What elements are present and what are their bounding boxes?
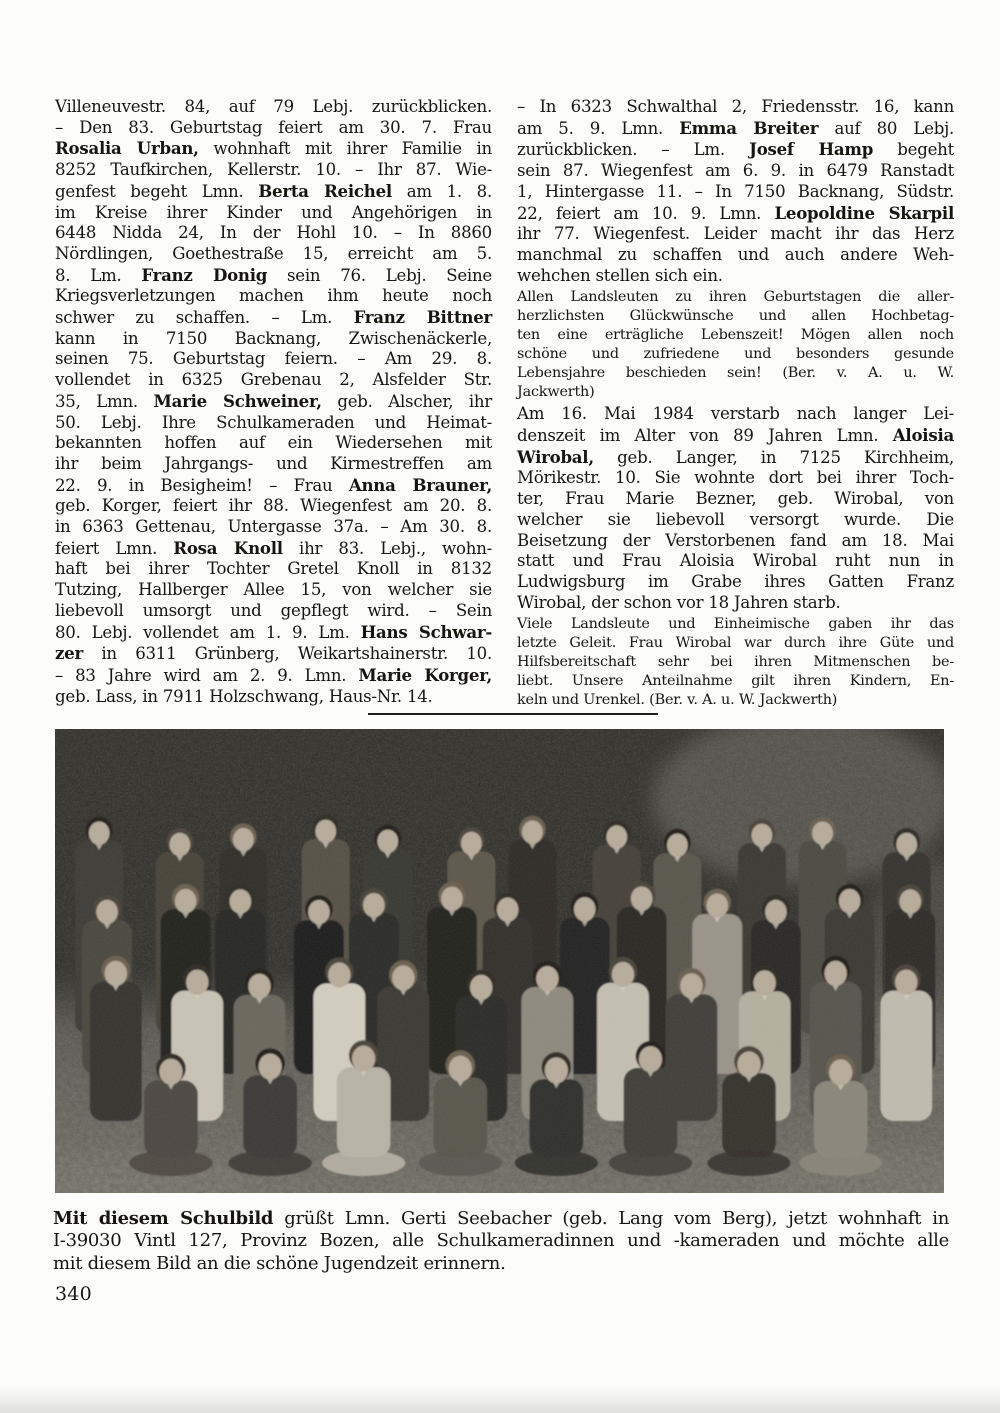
text-line <box>55 223 492 244</box>
text-segment: begeht <box>873 140 955 160</box>
text-segment: I-39030 Vintl 127, Provinz Bozen, alle Schulkameradinnen und -kameraden und möchte alle <box>53 1230 949 1252</box>
text-line <box>517 634 954 653</box>
person-name-bold: Berta Reichel <box>258 180 392 201</box>
person-name-bold: Leopoldine Skarpil <box>774 202 955 223</box>
text-segment: 8. Lm. <box>55 265 142 285</box>
person-name-bold: Rosalia Urban, <box>55 138 199 159</box>
text-line <box>517 551 954 572</box>
school-class-photo-image <box>55 729 944 1193</box>
person-name-bold: zer <box>55 643 83 664</box>
text-segment: 6448 Nidda 24, In der Hohl 10. – In 8860 <box>55 223 492 243</box>
text-segment: ihr 83. Lebj., wohn- <box>282 538 492 558</box>
text-line <box>517 468 954 489</box>
text-line <box>517 383 954 402</box>
text-segment: Jackwerth) <box>517 384 595 401</box>
text-segment: feiert Lmn. <box>55 538 174 558</box>
text-line <box>517 326 954 345</box>
person-name-bold: Wirobal, <box>517 446 594 467</box>
paragraph <box>517 97 954 286</box>
text-segment: Allen Landsleuten zu ihren Geburtstagen die aller- <box>517 289 954 306</box>
text-line <box>517 288 954 307</box>
person-name-bold: Rosa Knoll <box>173 537 283 558</box>
text-line <box>55 538 492 560</box>
text-line <box>517 404 954 425</box>
text-line <box>517 653 954 672</box>
text-segment: Hilfsbereitschaft sehr bei ihren Mitmenschen be- <box>517 654 954 671</box>
text-line <box>517 425 954 447</box>
text-line <box>517 245 954 266</box>
text-line <box>55 643 492 665</box>
left-text-column <box>55 97 492 707</box>
paragraph <box>517 615 954 710</box>
text-line <box>55 622 492 644</box>
text-segment: Lebensjahre beschieden sein! (Ber. v. A. u. W. <box>517 365 954 382</box>
person-name-bold: Anna Brauner, <box>348 474 492 495</box>
person-name-bold: Aloisia <box>892 425 954 446</box>
text-segment: liebevoll umsorgt und gepflegt wird. – Sein <box>55 600 492 620</box>
section-divider-rule <box>368 713 658 715</box>
text-line <box>517 161 954 182</box>
text-line <box>55 138 492 160</box>
text-line <box>55 244 492 265</box>
text-line <box>517 572 954 593</box>
text-segment: sein 87. Wiegenfest am 6. 9. in 6479 Ranstadt <box>517 161 954 181</box>
text-line <box>55 687 492 708</box>
text-line <box>517 691 954 710</box>
text-segment: geb. Langer, in 7125 Kirchheim, <box>593 447 954 467</box>
scan-artifact <box>0 1386 1000 1413</box>
text-line <box>517 447 954 469</box>
text-segment: herzlichsten Glückwünsche und allen Hochbetag- <box>517 308 954 325</box>
text-line <box>517 531 954 552</box>
person-name-bold: Emma Breiter <box>679 117 819 138</box>
text-line <box>55 265 492 287</box>
text-line <box>517 203 954 225</box>
person-name-bold: Franz Donig <box>141 264 268 285</box>
text-segment: manchmal zu schaffen und auch andere Weh- <box>517 244 954 264</box>
text-line <box>517 364 954 383</box>
text-segment: letzte Geleit. Frau Wirobal war durch ihre Güte und <box>517 635 954 652</box>
text-segment: Tutzing, Hallberger Allee 15, von welcher sie <box>55 580 492 600</box>
person-name-bold: Franz Bittner <box>353 307 492 328</box>
text-line <box>55 160 492 181</box>
text-segment: 22, feiert am 10. 9. Lmn. <box>517 203 775 223</box>
text-segment: – In 6323 Schwalthal 2, Friedensstr. 16, kann <box>517 97 954 116</box>
paragraph <box>55 97 492 707</box>
page-number: 340 <box>55 1283 92 1305</box>
text-line <box>517 593 954 614</box>
text-segment: Beisetzung der Verstorbenen fand am 18. Mai <box>517 530 954 550</box>
text-line <box>55 286 492 307</box>
text-segment: keln und Urenkel. (Ber. v. A. u. W. Jackwerth) <box>517 692 838 709</box>
text-segment: Ludwigsburg im Grabe ihres Gatten Franz <box>517 571 954 591</box>
text-segment: ter, Frau Marie Bezner, geb. Wirobal, von <box>517 489 954 509</box>
text-segment: Am 16. Mai 1984 verstarb nach langer Lei- <box>517 404 954 424</box>
person-name-bold: Hans Schwar- <box>360 621 492 642</box>
text-segment: wohnhaft mit ihrer Familie in <box>198 139 492 159</box>
text-segment: denszeit im Alter von 89 Jahren Lmn. <box>517 426 893 446</box>
text-line <box>55 580 492 601</box>
text-line <box>517 97 954 118</box>
text-segment: am 5. 9. Lmn. <box>517 118 680 138</box>
text-segment: zurückblicken. – Lm. <box>517 140 750 160</box>
paragraph <box>517 288 954 402</box>
text-line <box>53 1208 949 1230</box>
text-line <box>517 307 954 326</box>
text-line <box>517 615 954 634</box>
text-segment: genfest begeht Lmn. <box>55 181 259 201</box>
text-line <box>55 413 492 434</box>
text-segment: im Kreise ihrer Kinder und Angehörigen in <box>55 202 492 222</box>
text-segment: geb. Lass, in 7911 Holzschwang, Haus-Nr. 14. <box>55 686 433 706</box>
text-line <box>55 307 492 329</box>
text-segment: in 6311 Grünberg, Weikartshainerstr. 10. <box>82 644 492 664</box>
text-segment: geb. Korger, feiert ihr 88. Wiegenfest am 20. 8. <box>55 496 492 516</box>
text-line <box>517 224 954 245</box>
text-line <box>53 1230 949 1252</box>
text-line <box>517 489 954 510</box>
text-segment: 50. Lebj. Ihre Schulkameraden und Heimat- <box>55 412 492 432</box>
person-name-bold: Marie Schweiner, <box>153 390 322 411</box>
text-segment: haft bei ihrer Tochter Gretel Knoll in 8132 <box>55 559 492 579</box>
text-line <box>517 139 954 161</box>
text-segment: bekannten hoffen auf ein Wiedersehen mit <box>55 433 492 453</box>
text-segment: am 1. 8. <box>391 181 492 201</box>
school-class-photo <box>55 729 944 1193</box>
text-line <box>55 475 492 497</box>
text-segment: welcher sie liebevoll versorgt wurde. Die <box>517 509 954 529</box>
text-segment: seinen 75. Geburtstag feiern. – Am 29. 8. <box>55 349 492 369</box>
person-name-bold: Mit diesem Schulbild <box>53 1208 274 1229</box>
text-segment: ihr beim Jahrgangs- und Kirmestreffen am <box>55 453 492 473</box>
text-segment: in 6363 Gettenau, Untergasse 37a. – Am 30. 8. <box>55 517 492 537</box>
text-segment: 35, Lmn. <box>55 391 154 411</box>
text-segment: liebt. Unsere Anteilnahme gilt ihren Kindern, En- <box>517 673 954 690</box>
text-line <box>517 672 954 691</box>
text-segment: statt und Frau Aloisia Wirobal ruht nun in <box>517 551 954 571</box>
text-line <box>517 118 954 140</box>
text-segment: geb. Alscher, ihr <box>321 391 492 411</box>
text-segment: – 83 Jahre wird am 2. 9. Lmn. <box>55 665 359 685</box>
text-line <box>55 349 492 370</box>
text-line <box>55 665 492 687</box>
paragraph <box>53 1208 949 1275</box>
text-segment: Kriegsverletzungen machen ihm heute noch <box>55 286 492 306</box>
text-segment: 1, Hintergasse 11. – In 7150 Backnang, Südstr. <box>517 181 954 201</box>
text-segment: 80. Lebj. vollendet am 1. 9. Lm. <box>55 622 361 642</box>
text-line <box>55 329 492 350</box>
text-line <box>55 496 492 517</box>
text-segment: schwer zu schaffen. – Lm. <box>55 308 354 328</box>
text-segment: Mörikestr. 10. Sie wohnte dort bei ihrer Toch- <box>517 468 954 488</box>
right-text-column <box>517 97 954 710</box>
text-segment: ihr 77. Wiegenfest. Leider macht ihr das Herz <box>517 224 954 244</box>
text-segment: vollendet in 6325 Grebenau 2, Alsfelder Str. <box>55 370 492 390</box>
photo-caption <box>53 1208 949 1275</box>
text-line <box>517 182 954 203</box>
paragraph <box>517 404 954 613</box>
text-segment: Wirobal, der schon vor 18 Jahren starb. <box>517 592 841 612</box>
text-segment: 8252 Taufkirchen, Kellerstr. 10. – Ihr 87. Wie- <box>55 160 492 180</box>
text-line <box>55 601 492 622</box>
text-line <box>53 1253 949 1275</box>
text-segment: sein 76. Lebj. Seine <box>267 265 492 285</box>
person-name-bold: Marie Korger, <box>358 664 493 685</box>
text-segment: Nördlingen, Goethestraße 15, erreicht am 5. <box>55 243 492 263</box>
text-line <box>55 454 492 475</box>
text-line <box>55 517 492 538</box>
person-name-bold: Josef Hamp <box>749 139 874 160</box>
text-line <box>55 181 492 203</box>
text-line <box>55 118 492 139</box>
text-line <box>55 433 492 454</box>
text-segment: auf 80 Lebj. <box>818 118 955 138</box>
text-segment: Viele Landsleute und Einheimische gaben ihr das <box>517 616 954 633</box>
text-segment: mit diesem Bild an die schöne Jugendzeit erinnern. <box>53 1252 506 1274</box>
text-line <box>55 391 492 413</box>
text-line <box>517 266 954 287</box>
text-segment: wehchen stellen sich ein. <box>517 265 723 285</box>
text-segment: kann in 7150 Backnang, Zwischenäckerle, <box>55 328 492 348</box>
text-line <box>55 203 492 224</box>
text-segment: 22. 9. in Besigheim! – Frau <box>55 475 349 495</box>
text-segment: grüßt Lmn. Gerti Seebacher (geb. Lang vom Berg), jetzt wohnhaft in <box>273 1208 949 1229</box>
text-segment: – Den 83. Geburtstag feiert am 30. 7. Frau <box>55 117 492 137</box>
text-line <box>517 510 954 531</box>
text-segment: ten eine erträgliche Lebenszeit! Mögen allen noch <box>517 327 954 344</box>
text-line <box>55 97 492 118</box>
text-line <box>55 559 492 580</box>
text-line <box>517 345 954 364</box>
text-segment: schöne und zufriedene und besonders gesunde <box>517 346 954 363</box>
text-segment: Villeneuvestr. 84, auf 79 Lebj. zurückblicken. <box>55 97 492 116</box>
text-line <box>55 370 492 391</box>
